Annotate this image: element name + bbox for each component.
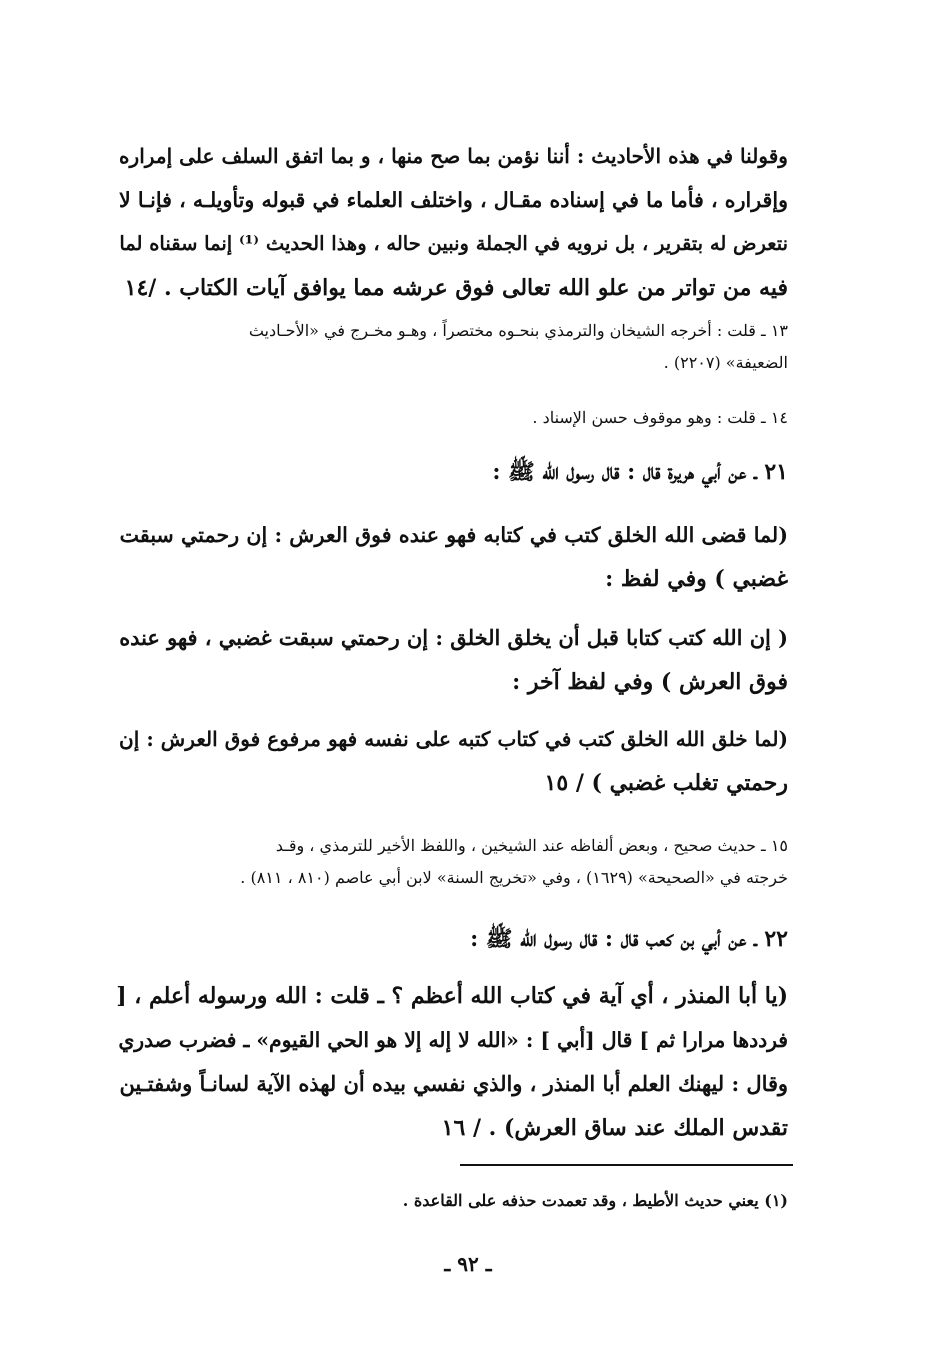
text-line: فرددها مرارا ثم ] قال [أبي ] : «الله لا إله إلا هو الحي القيوم» ـ فضرب صدري xyxy=(118,1028,788,1052)
text-line: غضبي ) وفي لفظ : xyxy=(605,566,788,592)
note-line: ١٣ ـ قلت : أخرجه الشيخان والترمذي بنحـوه مختصراً ، وهـو مخـرج في «الأحـاديث xyxy=(248,321,788,340)
note-line: الضعيفة» (٢٢٠٧) . xyxy=(663,353,788,372)
text-line: نتعرض له بتقرير ، بل نرويه في الجملة ونبين حاله ، وهذا الحديث ⁽¹⁾ إنما سقناه لما xyxy=(119,232,788,255)
hadith-21-heading xyxy=(112,455,788,489)
note-line: ١٥ ـ حديث صحيح ، وبعض ألفاظه عند الشيخين ، واللفظ الأخير للترمذي ، وقـد xyxy=(275,836,788,855)
footnote-line: (١) يعني حديث الأطيط ، وقد تعمدت حذفه على القاعدة . xyxy=(402,1191,788,1210)
hadith-21-text-c xyxy=(112,717,788,805)
hadith-21-text-a xyxy=(112,513,788,601)
text-line: وإقراره ، فأما ما في إسناده مقـال ، واختلف العلماء في قبوله وتأويلـه ، فإنـا لا xyxy=(119,188,788,212)
footnote-1 xyxy=(112,1185,788,1217)
hadith-21-text-b xyxy=(112,616,788,704)
paragraph-intro xyxy=(112,134,788,310)
text-line: رحمتي تغلب غضبي ) / ١٥ xyxy=(544,770,788,796)
footnote-divider xyxy=(460,1164,793,1166)
text-line: تقدس الملك عند ساق العرش) . / ١٦ xyxy=(441,1115,788,1141)
heading-line: ٢١ ـ عن أبي هريرة قال : قال رسول الله ﷺ : xyxy=(492,459,788,485)
text-line: (لما خلق الله الخلق كتب في كتاب كتبه على نفسه فهو مرفوع فوق العرش : إن xyxy=(119,727,788,751)
text-line: فوق العرش ) وفي لفظ آخر : xyxy=(512,669,788,695)
note-14 xyxy=(112,402,788,434)
hadith-22-text xyxy=(112,974,788,1150)
text-line: وقولنا في هذه الأحاديث : أننا نؤمن بما صح منها ، و بما اتفق السلف على إمراره xyxy=(118,144,788,168)
text-line: فيه من تواتر من علو الله تعالى فوق عرشه مما يوافق آيات الكتاب . /١٤ xyxy=(124,275,788,301)
heading-line: ٢٢ ـ عن أبي بن كعب قال : قال رسول الله ﷺ : xyxy=(470,926,788,952)
text-line: (لما قضى الله الخلق كتب في كتابه فهو عنده فوق العرش : إن رحمتي سبقت xyxy=(119,523,788,547)
text-line: (يا أبا المنذر ، أي آية في كتاب الله أعظم ؟ ـ قلت : الله ورسوله أعلم ، [ xyxy=(116,983,788,1009)
text-line: وقال : ليهنك العلم أبا المنذر ، والذي نفسي بيده أن لهذه الآية لسانـاً وشفتـين xyxy=(119,1071,788,1096)
note-line: ١٤ ـ قلت : وهو موقوف حسن الإسناد . xyxy=(532,408,788,427)
note-15 xyxy=(112,830,788,894)
note-line: خرجته في «الصحيحة» (١٦٢٩) ، وفي «تخريج السنة» لابن أبي عاصم (٨١٠ ، ٨١١) . xyxy=(240,868,788,887)
text-line: ( إن الله كتب كتابا قبل أن يخلق الخلق : إن رحمتي سبقت غضبي ، فهو عنده xyxy=(119,625,788,650)
note-13 xyxy=(112,315,788,379)
hadith-22-heading xyxy=(112,922,788,956)
page-number: ـ ٩٢ ـ xyxy=(444,1252,492,1276)
